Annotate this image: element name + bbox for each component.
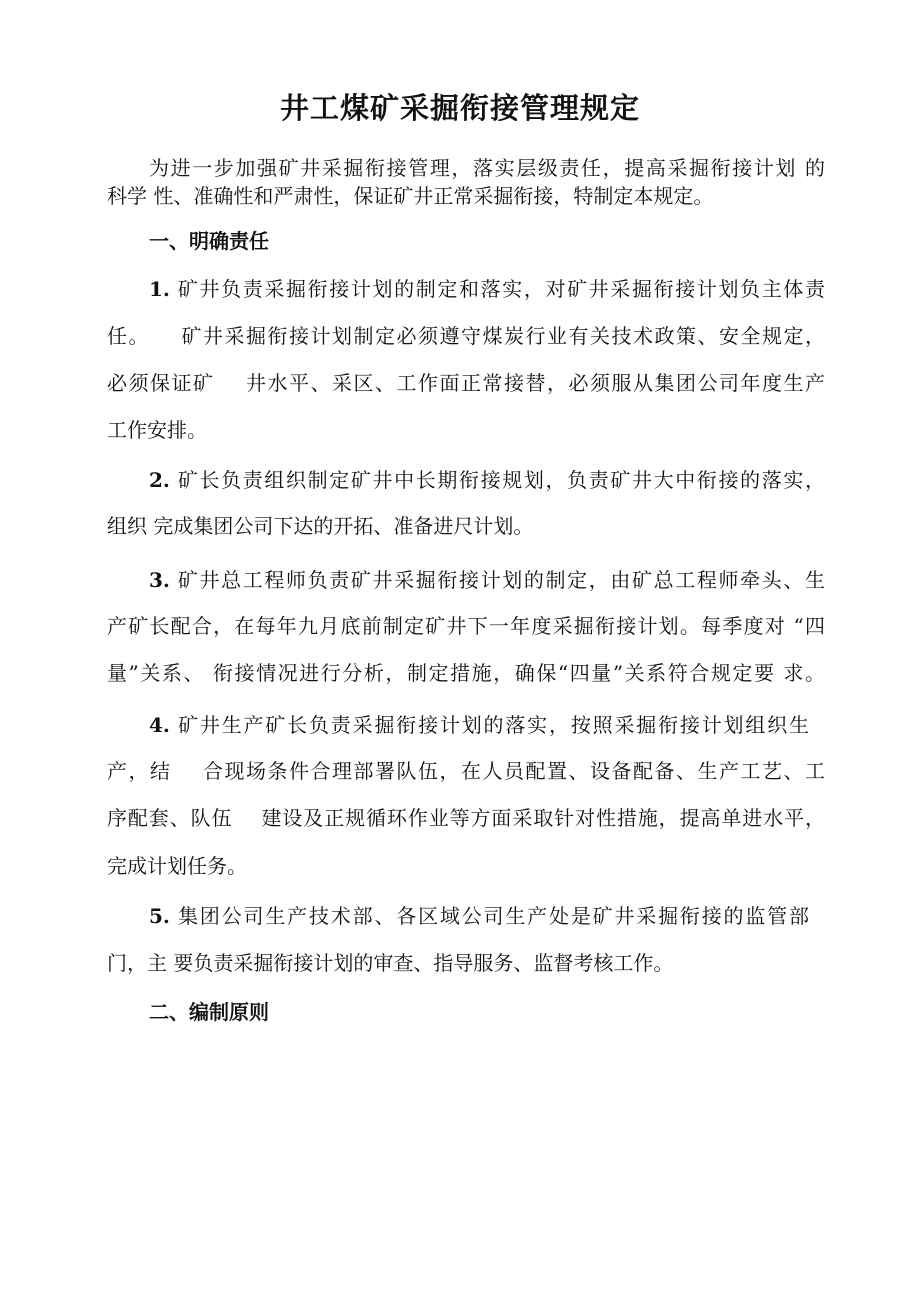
item-4-line: 完成计划任务。 (107, 854, 247, 878)
item-5-line: 门，主 要负责采掘衔接计划的审查、指导服务、监督考核工作。 (107, 951, 674, 975)
item-1-line: 必须保证矿 井水平、采区、工作面正常接替，必须服从集团公司年度生产 (107, 371, 825, 395)
item-text: 矿井负责采掘衔接计划的制定和落实，对矿井采掘衔接计划负主体责 (177, 277, 825, 301)
item-3-line (149, 566, 825, 594)
item-4-line (149, 711, 809, 739)
item-number: 4. (149, 713, 170, 737)
intro-line: 为进一步加强矿井采掘衔接管理，落实层级责任，提高采掘衔接计划 的 (149, 156, 825, 180)
item-number: 3. (149, 568, 170, 592)
item-4-line: 序配套、队伍 建设及正规循环作业等方面采取针对性措施，提高单进水平， (107, 806, 825, 830)
item-text: 矿井总工程师负责矿井采掘衔接计划的制定，由矿总工程师牵头、生 (177, 568, 825, 592)
item-number: 2. (149, 468, 170, 492)
item-1-line: 工作安排。 (107, 418, 207, 442)
section-heading: 一、明确责任 (149, 229, 269, 253)
item-text: 集团公司生产技术部、各区域公司生产处是矿井采掘衔接的监管部 (178, 904, 810, 928)
item-4-line: 产，结 合现场条件合理部署队伍，在人员配置、设备配备、生产工艺、工 (107, 759, 825, 783)
item-3-line: 产矿长配合，在每年九月底前制定矿井下一年度采掘衔接计划。每季度对 “四 (107, 614, 825, 638)
item-number: 1. (149, 277, 170, 301)
item-1-line: 任。 矿井采掘衔接计划制定必须遵守煤炭行业有关技术政策、安全规定， (107, 324, 825, 348)
item-1-line (149, 275, 825, 303)
item-3-line: 量”关系、 衔接情况进行分析，制定措施，确保“四量”关系符合规定要 求。 (107, 661, 825, 685)
document-title: 井工煤矿采掘衔接管理规定 (279, 91, 640, 125)
item-2-line: 组织 完成集团公司下达的开拓、准备进尺计划。 (107, 514, 534, 538)
item-text: 矿井生产矿长负责采掘衔接计划的落实，按照采掘衔接计划组织生 (178, 713, 810, 737)
item-5-line (149, 902, 809, 930)
item-2-line (149, 466, 825, 494)
intro-line: 科学 性、准确性和严肃性，保证矿井正常采掘衔接，特制定本规定。 (107, 184, 714, 208)
item-number: 5. (149, 904, 170, 928)
item-text: 矿长负责组织制定矿井中长期衔接规划，负责矿井大中衔接的落实， (177, 468, 825, 492)
section-heading: 二、编制原则 (149, 1000, 269, 1024)
